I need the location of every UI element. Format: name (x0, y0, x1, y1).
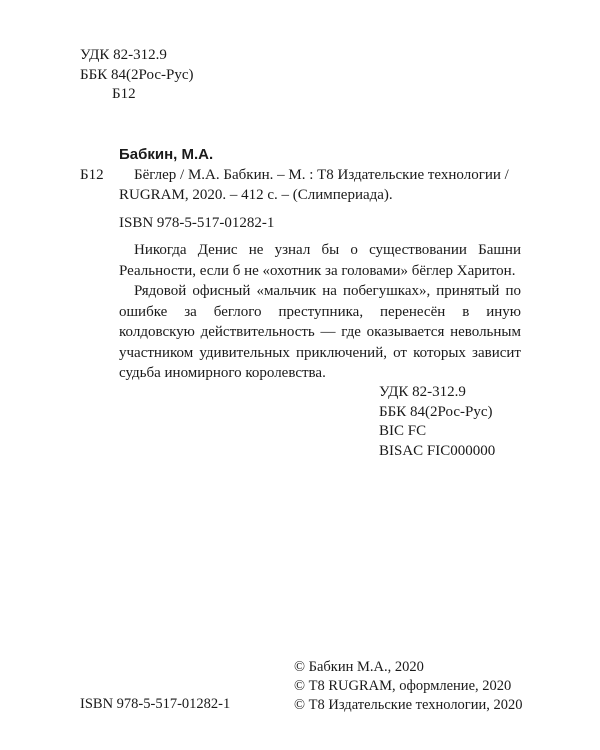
top-author-code: Б12 (112, 86, 136, 102)
catalog-side-code: Б12 (80, 167, 104, 183)
bibliographic-line-1: Бёглер / М.А. Бабкин. – М. : Т8 Издательские технологии / (134, 167, 509, 183)
bibliographic-line-2: RUGRAM, 2020. – 412 с. – (Слимпериада). (119, 187, 393, 203)
classification-bic: BIC FC (379, 423, 427, 439)
top-udk-code: УДК 82-312.9 (80, 47, 167, 63)
footer-isbn: ISBN 978-5-517-01282-1 (80, 696, 231, 712)
classification-bbk: ББК 84(2Рос-Рус) (379, 403, 493, 420)
bibliographic-description (119, 165, 524, 205)
copyright-author: © Бабкин М.А., 2020 (294, 659, 424, 675)
annotation (119, 240, 521, 384)
copyright-design: © Т8 RUGRAM, оформление, 2020 (294, 678, 512, 694)
classification-block (379, 383, 495, 461)
catalog-isbn: ISBN 978-5-517-01282-1 (119, 215, 275, 231)
copyright-publisher: © Т8 Издательские технологии, 2020 (294, 697, 523, 713)
catalog-author: Бабкин, М.А. (119, 146, 214, 163)
classification-udk: УДК 82-312.9 (379, 384, 466, 400)
annotation-paragraph-1: Никогда Денис не узнал бы о существовании Башни Реальности, если б не «охотник за головами» бёглер Харитон. (119, 242, 521, 279)
copyright-block (294, 658, 523, 715)
classification-bisac: BISAC FIC000000 (379, 442, 496, 459)
top-bbk-code: ББК 84(2Рос-Рус) (80, 67, 194, 83)
annotation-paragraph-2: Рядовой офисный «мальчик на побегушках», принятый по ошибке за беглого преступника, перенесён в иную колдовскую действительность — где оказывается невольным участником удивительных приключений, от которых зависит судьба иномирного королевства. (119, 283, 521, 381)
